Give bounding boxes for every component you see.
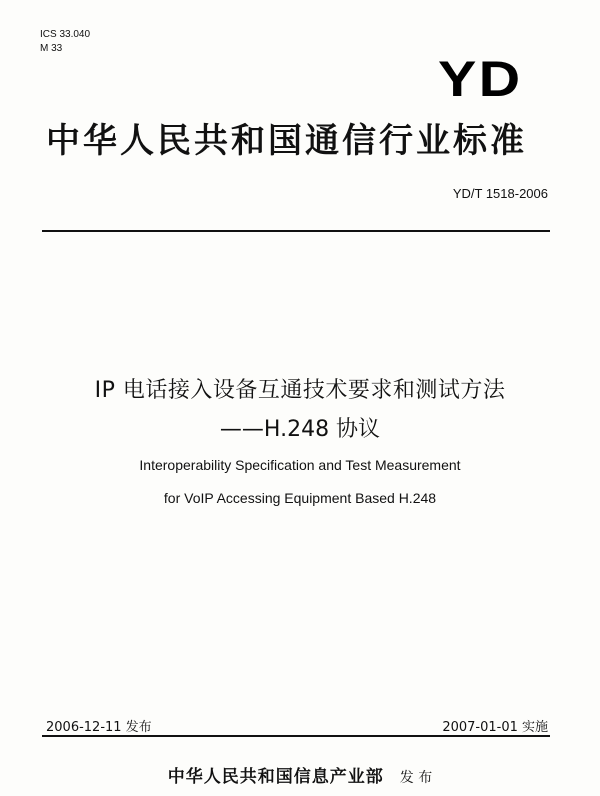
document-title-en-line2: for VoIP Accessing Equipment Based H.248	[163, 490, 437, 506]
bottom-divider	[42, 735, 550, 737]
implementation-date: 2007-01-01 实施	[442, 720, 548, 735]
standard-number: YD/T 1518-2006	[452, 186, 548, 201]
top-divider	[42, 230, 550, 232]
classification-codes	[40, 28, 90, 56]
document-title-en-line1: Interoperability Specification and Test Measurement	[139, 457, 461, 473]
issue-date: 2006-12-11 发布	[46, 720, 152, 735]
yd-logo: YD	[437, 51, 522, 107]
ics-code: ICS 33.040	[40, 29, 91, 40]
ccs-code: M 33	[40, 43, 63, 54]
document-subtitle-cn: ——H.248 协议	[219, 417, 381, 442]
publisher-name: 中华人民共和国信息产业部	[167, 767, 384, 787]
publisher-line	[0, 762, 600, 787]
document-title-cn: IP 电话接入设备互通技术要求和测试方法	[94, 378, 506, 403]
publisher-action: 发 布	[399, 770, 433, 786]
standard-category-title: 中华人民共和国通信行业标准	[46, 121, 527, 161]
